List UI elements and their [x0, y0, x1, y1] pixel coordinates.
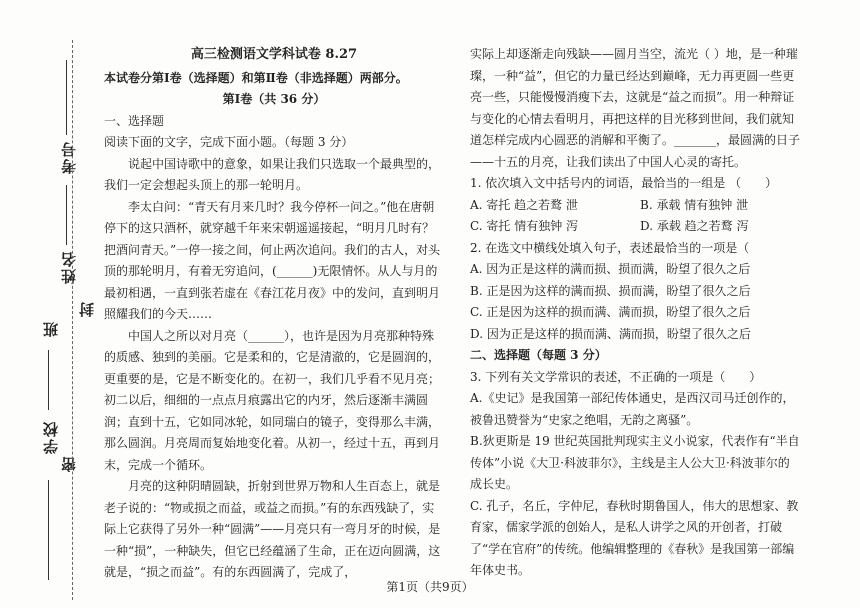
class-label: 班 [42, 320, 60, 337]
binding-dashed-line [72, 40, 73, 600]
name-line [66, 185, 67, 245]
school-label: 学校 [42, 420, 60, 454]
passage-paragraph-1: 说起中国诗歌中的意象，如果让我们只选取一个最典型的，我们一定会想起头顶上的那一轮明月。 [104, 156, 441, 192]
page-footer: 第1页（共9页） [386, 580, 474, 594]
question-3: 3. 下列有关文学常识的表述，不正确的一项是（ ） [470, 369, 762, 384]
exam-intro: 本试卷分第Ⅰ卷（选择题）和第Ⅱ卷（非选择题）两部分。 [104, 70, 408, 85]
question-1-options-row-2 [470, 216, 800, 238]
exam-number-line [66, 60, 67, 135]
school-line [48, 480, 49, 580]
question-1-option-d: D. 承载 趋之若鹜 泻 [640, 219, 749, 233]
question-3-option-c: C. 孔子，名丘，字仲尼，春秋时期鲁国人，伟大的思想家、教育家，儒家学派的创始人，是私人讲学之风的开创者，打破了“学在官府”的传统。他编辑整理的《春秋》是我国第一部编年体史书。 [470, 498, 799, 577]
seal-label: 封 [78, 300, 96, 317]
left-column [104, 44, 444, 584]
secret-label: 密 [60, 455, 78, 472]
exam-title: 高三检测语文学科试卷 8.27 [190, 47, 358, 62]
reading-instruction: 阅读下面的文字，完成下面小题。（每题 3 分） [104, 135, 354, 149]
question-3-option-b: B.狄更斯是 19 世纪英国批判现实主义小说家，代表作有“半自传体”小说《大卫·科波菲尔》，主线是主人公大卫·科波菲尔的成长史。 [470, 434, 800, 491]
question-1-options-row-1 [470, 195, 800, 217]
passage-paragraph-2: 李太白问：“青天有月来几时？我今停杯一问之。”他在唐朝停下的这只酒杯，就穿越千年来宋朝遥遥接起，“明月几时有？把酒问青天。”一停一接之间，何止两次追问。我们的古人，对头顶的那轮明月，有着无穷追问，(______)无限情怀。从人与月的最初相遇，一直到张若虚在《春江花月夜》中的发问，直到明月照耀我们的今天…… [104, 199, 441, 321]
name-label: 姓名 [60, 250, 78, 284]
section-one-heading: 一、选择题 [104, 113, 165, 128]
question-2-option-b: B. 正是因为这样的满而损、损而满，盼望了很久之后 [470, 283, 751, 298]
binding-margin [0, 0, 100, 608]
question-2-option-a: A. 因为正是这样的满而损、损而满，盼望了很久之后 [470, 262, 751, 276]
class-line [48, 350, 49, 410]
part-one-heading: 第Ⅰ卷（共 36 分） [222, 92, 326, 106]
section-two-heading: 二、选择题（每题 3 分） [470, 348, 607, 362]
question-1-option-a: A. 寄托 趋之若鹜 泄 [470, 197, 578, 212]
right-column [470, 44, 800, 582]
question-3-option-a: A.《史记》是我国第一部纪传体通史，是西汉司马迁创作的，被鲁迅赞誉为“史家之绝唱，无韵之离骚”。 [470, 391, 795, 427]
exam-number-label: 考号 [60, 140, 78, 174]
question-1-option-b: B. 承载 情有独钟 泄 [640, 197, 749, 212]
passage-paragraph-3: 中国人之所以对月亮（______），也许是因为月亮那种特殊的质感、独到的美丽。它是柔和的，它是清澈的，它是圆润的，更重要的是，它是不断变化的。在初一，我们几乎看不见月亮；初二以后，细细的一点点月痕露出它的内牙，然后逐渐丰满圆润；直到十五，它如同冰轮，如同瑞白的镜子，变得那么丰满，那么圆润。月亮周而复始地变化着。从初一，经过十五，再到月末，完成一个循环。 [104, 328, 441, 472]
question-2: 2. 在选文中横线处填入句子，表述最恰当的一项是（ [470, 240, 750, 255]
question-1: 1. 依次填入文中括号内的词语，最恰当的一组是 （ ） [470, 176, 778, 190]
passage-paragraph-4: 月亮的这种阴晴圆缺，折射到世界万物和人生百态上，就是老子说的：“物或损之而益，或益之而损。”有的东西残缺了，实际上它获得了另外一种“圆满”——月亮只有一弯月牙的时候，是一种“损”，一种缺失，但它已经蕴涵了生命，正在迈向圆满，这就是，“损之而益”。有的东西圆满了，完成了， [104, 479, 441, 579]
passage-paragraph-5: 实际上却逐渐走向残缺——圆月当空，流光（ ）地，是一种璀璨，一种“益”，但它的力量已经达到巅峰，无力再更圆一些更亮一些，只能慢慢消瘦下去，这就是“益之而损”。用一种辩证与变化的心情去看明月，再把这样的目光移到世间，我们就知道怎样完成内心圆恶的消解和平衡了。_______，最圆满的日子——十五的月亮，让我们读出了中国人心灵的寄托。 [470, 47, 801, 169]
question-2-option-d: D. 因为正是这样的损而满、满而损，盼望了很久之后 [470, 326, 751, 341]
question-1-option-c: C. 寄托 情有独钟 泻 [470, 219, 579, 233]
question-2-option-c: C. 正是因为这样的损而满、满而损，盼望了很久之后 [470, 305, 751, 319]
